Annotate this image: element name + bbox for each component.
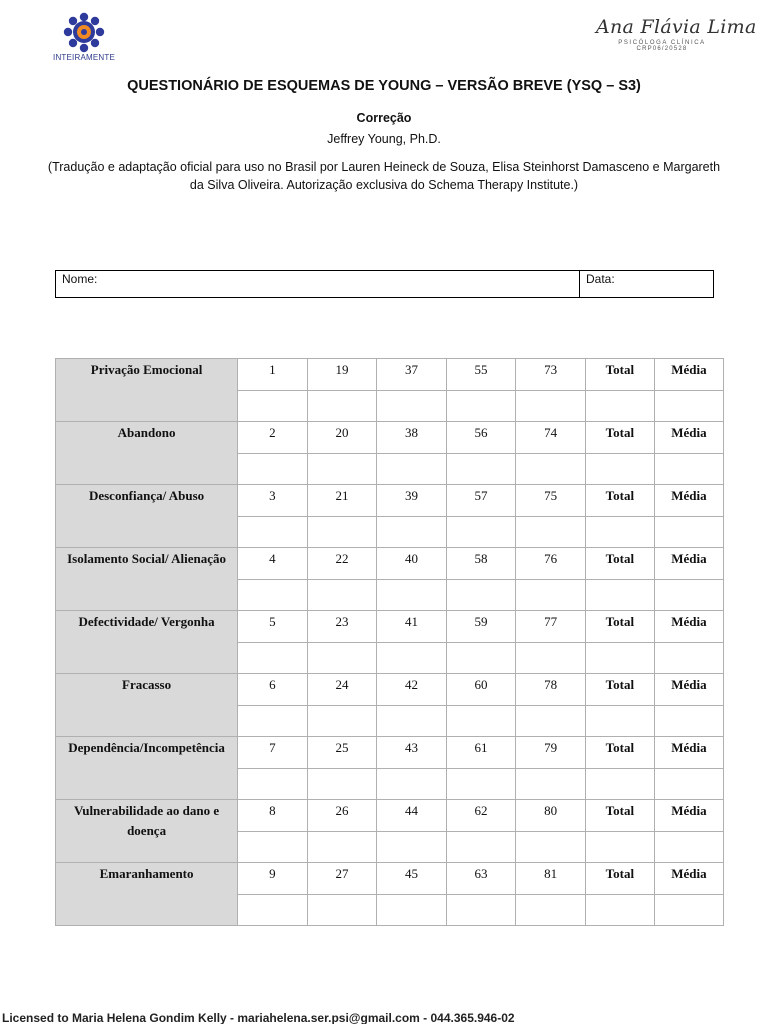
item-number: 62 — [446, 800, 516, 832]
total-label: Total — [585, 485, 654, 517]
total-label: Total — [585, 737, 654, 769]
answer-cell[interactable] — [238, 579, 308, 611]
item-number: 19 — [307, 359, 377, 391]
answer-cell[interactable] — [307, 642, 377, 674]
total-label: Total — [585, 359, 654, 391]
total-cell[interactable] — [585, 390, 654, 422]
item-number: 7 — [238, 737, 308, 769]
total-cell[interactable] — [585, 705, 654, 737]
total-cell[interactable] — [585, 453, 654, 485]
schema-name: Dependência/Incompetência — [56, 737, 238, 800]
item-number: 77 — [516, 611, 586, 643]
answer-cell[interactable] — [238, 453, 308, 485]
total-cell[interactable] — [585, 894, 654, 926]
mean-label: Média — [654, 863, 723, 895]
item-number: 76 — [516, 548, 586, 580]
translation-note: (Tradução e adaptação oficial para uso no Brasil por Lauren Heineck de Souza, Elisa Steinhorst Damasceno e Margareth da Silva Oliveira. Autorização exclusiva do Schema Therapy Institute.) — [47, 160, 721, 192]
answer-cell[interactable] — [307, 894, 377, 926]
answer-cell[interactable] — [238, 516, 308, 548]
answer-cell[interactable] — [516, 516, 586, 548]
answer-cell[interactable] — [238, 642, 308, 674]
schema-name: Vulnerabilidade ao dano e doença — [56, 800, 238, 863]
item-number: 63 — [446, 863, 516, 895]
mean-label: Média — [654, 737, 723, 769]
item-number: 8 — [238, 800, 308, 832]
psychologist-crp: CRP06/20528 — [636, 46, 688, 52]
document-subtitle: Correção — [356, 111, 412, 125]
item-number: 80 — [516, 800, 586, 832]
item-number: 75 — [516, 485, 586, 517]
answer-cell[interactable] — [377, 831, 447, 863]
schema-items-row — [56, 548, 724, 580]
answer-cell[interactable] — [446, 768, 516, 800]
psychologist-role: PSICÓLOGA CLÍNICA — [618, 40, 706, 46]
answer-cell[interactable] — [516, 453, 586, 485]
answer-cell[interactable] — [446, 642, 516, 674]
schema-name: Abandono — [56, 422, 238, 485]
schema-name: Defectividade/ Vergonha — [56, 611, 238, 674]
mean-cell[interactable] — [654, 516, 723, 548]
name-label: Nome: — [62, 272, 98, 286]
document-author: Jeffrey Young, Ph.D. — [327, 132, 441, 146]
mean-cell[interactable] — [654, 894, 723, 926]
item-number: 4 — [238, 548, 308, 580]
date-label: Data: — [586, 272, 615, 286]
item-number: 58 — [446, 548, 516, 580]
item-number: 2 — [238, 422, 308, 454]
answer-cell[interactable] — [238, 390, 308, 422]
answer-cell[interactable] — [516, 390, 586, 422]
answer-cell[interactable] — [377, 642, 447, 674]
item-number: 1 — [238, 359, 308, 391]
total-label: Total — [585, 611, 654, 643]
item-number: 23 — [307, 611, 377, 643]
logo-brand-text: INTEIRAMENTE — [53, 53, 115, 62]
answer-cell[interactable] — [307, 453, 377, 485]
item-number: 38 — [377, 422, 447, 454]
answer-cell[interactable] — [377, 390, 447, 422]
mean-label: Média — [654, 422, 723, 454]
answer-cell[interactable] — [238, 768, 308, 800]
item-number: 45 — [377, 863, 447, 895]
item-number: 6 — [238, 674, 308, 706]
total-label: Total — [585, 674, 654, 706]
item-number: 73 — [516, 359, 586, 391]
item-number: 39 — [377, 485, 447, 517]
item-number: 55 — [446, 359, 516, 391]
item-number: 25 — [307, 737, 377, 769]
item-number: 61 — [446, 737, 516, 769]
item-number: 59 — [446, 611, 516, 643]
item-number: 41 — [377, 611, 447, 643]
total-label: Total — [585, 422, 654, 454]
answer-cell[interactable] — [238, 705, 308, 737]
answer-cell[interactable] — [446, 453, 516, 485]
total-label: Total — [585, 800, 654, 832]
item-number: 43 — [377, 737, 447, 769]
schema-name: Isolamento Social/ Alienação — [56, 548, 238, 611]
answer-cell[interactable] — [377, 894, 447, 926]
item-number: 24 — [307, 674, 377, 706]
mean-cell[interactable] — [654, 390, 723, 422]
item-number: 40 — [377, 548, 447, 580]
answer-cell[interactable] — [516, 642, 586, 674]
mean-cell[interactable] — [654, 579, 723, 611]
answer-cell[interactable] — [446, 579, 516, 611]
item-number: 27 — [307, 863, 377, 895]
answer-cell[interactable] — [307, 390, 377, 422]
schema-items-row — [56, 737, 724, 769]
total-cell[interactable] — [585, 516, 654, 548]
item-number: 26 — [307, 800, 377, 832]
item-number: 44 — [377, 800, 447, 832]
answer-cell[interactable] — [307, 516, 377, 548]
item-number: 79 — [516, 737, 586, 769]
mean-label: Média — [654, 485, 723, 517]
answer-cell[interactable] — [446, 894, 516, 926]
item-number: 81 — [516, 863, 586, 895]
answer-cell[interactable] — [307, 831, 377, 863]
answer-cell[interactable] — [307, 768, 377, 800]
date-field[interactable] — [580, 271, 713, 297]
item-number: 9 — [238, 863, 308, 895]
mean-label: Média — [654, 359, 723, 391]
answer-cell[interactable] — [238, 894, 308, 926]
schema-items-row — [56, 359, 724, 391]
total-label: Total — [585, 863, 654, 895]
inteiramente-logo-icon — [62, 12, 106, 54]
item-number: 42 — [377, 674, 447, 706]
item-number: 37 — [377, 359, 447, 391]
name-date-box — [55, 270, 714, 298]
mean-label: Média — [654, 800, 723, 832]
mean-cell[interactable] — [654, 642, 723, 674]
name-field[interactable] — [56, 271, 580, 297]
license-footer: Licensed to Maria Helena Gondim Kelly - mariahelena.ser.psi@gmail.com - 044.365.946-02 — [2, 1011, 515, 1024]
answer-cell[interactable] — [446, 831, 516, 863]
answer-cell[interactable] — [307, 705, 377, 737]
answer-cell[interactable] — [516, 705, 586, 737]
item-number: 22 — [307, 548, 377, 580]
inteiramente-logo — [52, 12, 116, 64]
document-title: QUESTIONÁRIO DE ESQUEMAS DE YOUNG – VERSÃO BREVE (YSQ – S3) — [127, 78, 641, 94]
item-number: 21 — [307, 485, 377, 517]
answer-cell[interactable] — [377, 579, 447, 611]
answer-cell[interactable] — [516, 831, 586, 863]
schema-name: Desconfiança/ Abuso — [56, 485, 238, 548]
schema-name: Emaranhamento — [56, 863, 238, 926]
schema-items-row — [56, 485, 724, 517]
item-number: 74 — [516, 422, 586, 454]
total-cell[interactable] — [585, 579, 654, 611]
answer-cell[interactable] — [516, 894, 586, 926]
mean-label: Média — [654, 548, 723, 580]
psychologist-name: Ana Flávia Lima — [596, 16, 757, 38]
item-number: 20 — [307, 422, 377, 454]
item-number: 60 — [446, 674, 516, 706]
schema-name: Fracasso — [56, 674, 238, 737]
item-number: 5 — [238, 611, 308, 643]
answer-cell[interactable] — [307, 579, 377, 611]
item-number: 78 — [516, 674, 586, 706]
mean-cell[interactable] — [654, 453, 723, 485]
item-number: 3 — [238, 485, 308, 517]
item-number: 56 — [446, 422, 516, 454]
answer-cell[interactable] — [516, 579, 586, 611]
mean-cell[interactable] — [654, 705, 723, 737]
scoring-table — [55, 358, 724, 926]
schema-items-row — [56, 611, 724, 643]
answer-cell[interactable] — [238, 831, 308, 863]
total-cell[interactable] — [585, 642, 654, 674]
answer-cell[interactable] — [377, 516, 447, 548]
answer-cell[interactable] — [446, 705, 516, 737]
schema-name: Privação Emocional — [56, 359, 238, 422]
total-label: Total — [585, 548, 654, 580]
mean-label: Média — [654, 674, 723, 706]
schema-items-row — [56, 674, 724, 706]
answer-cell[interactable] — [446, 390, 516, 422]
schema-items-row — [56, 863, 724, 895]
answer-cell[interactable] — [446, 516, 516, 548]
psychologist-logo — [596, 16, 757, 52]
mean-cell[interactable] — [654, 831, 723, 863]
total-cell[interactable] — [585, 768, 654, 800]
mean-label: Média — [654, 611, 723, 643]
answer-cell[interactable] — [377, 705, 447, 737]
answer-cell[interactable] — [377, 453, 447, 485]
schema-items-row — [56, 422, 724, 454]
total-cell[interactable] — [585, 831, 654, 863]
schema-items-row — [56, 800, 724, 832]
mean-cell[interactable] — [654, 768, 723, 800]
answer-cell[interactable] — [516, 768, 586, 800]
answer-cell[interactable] — [377, 768, 447, 800]
item-number: 57 — [446, 485, 516, 517]
